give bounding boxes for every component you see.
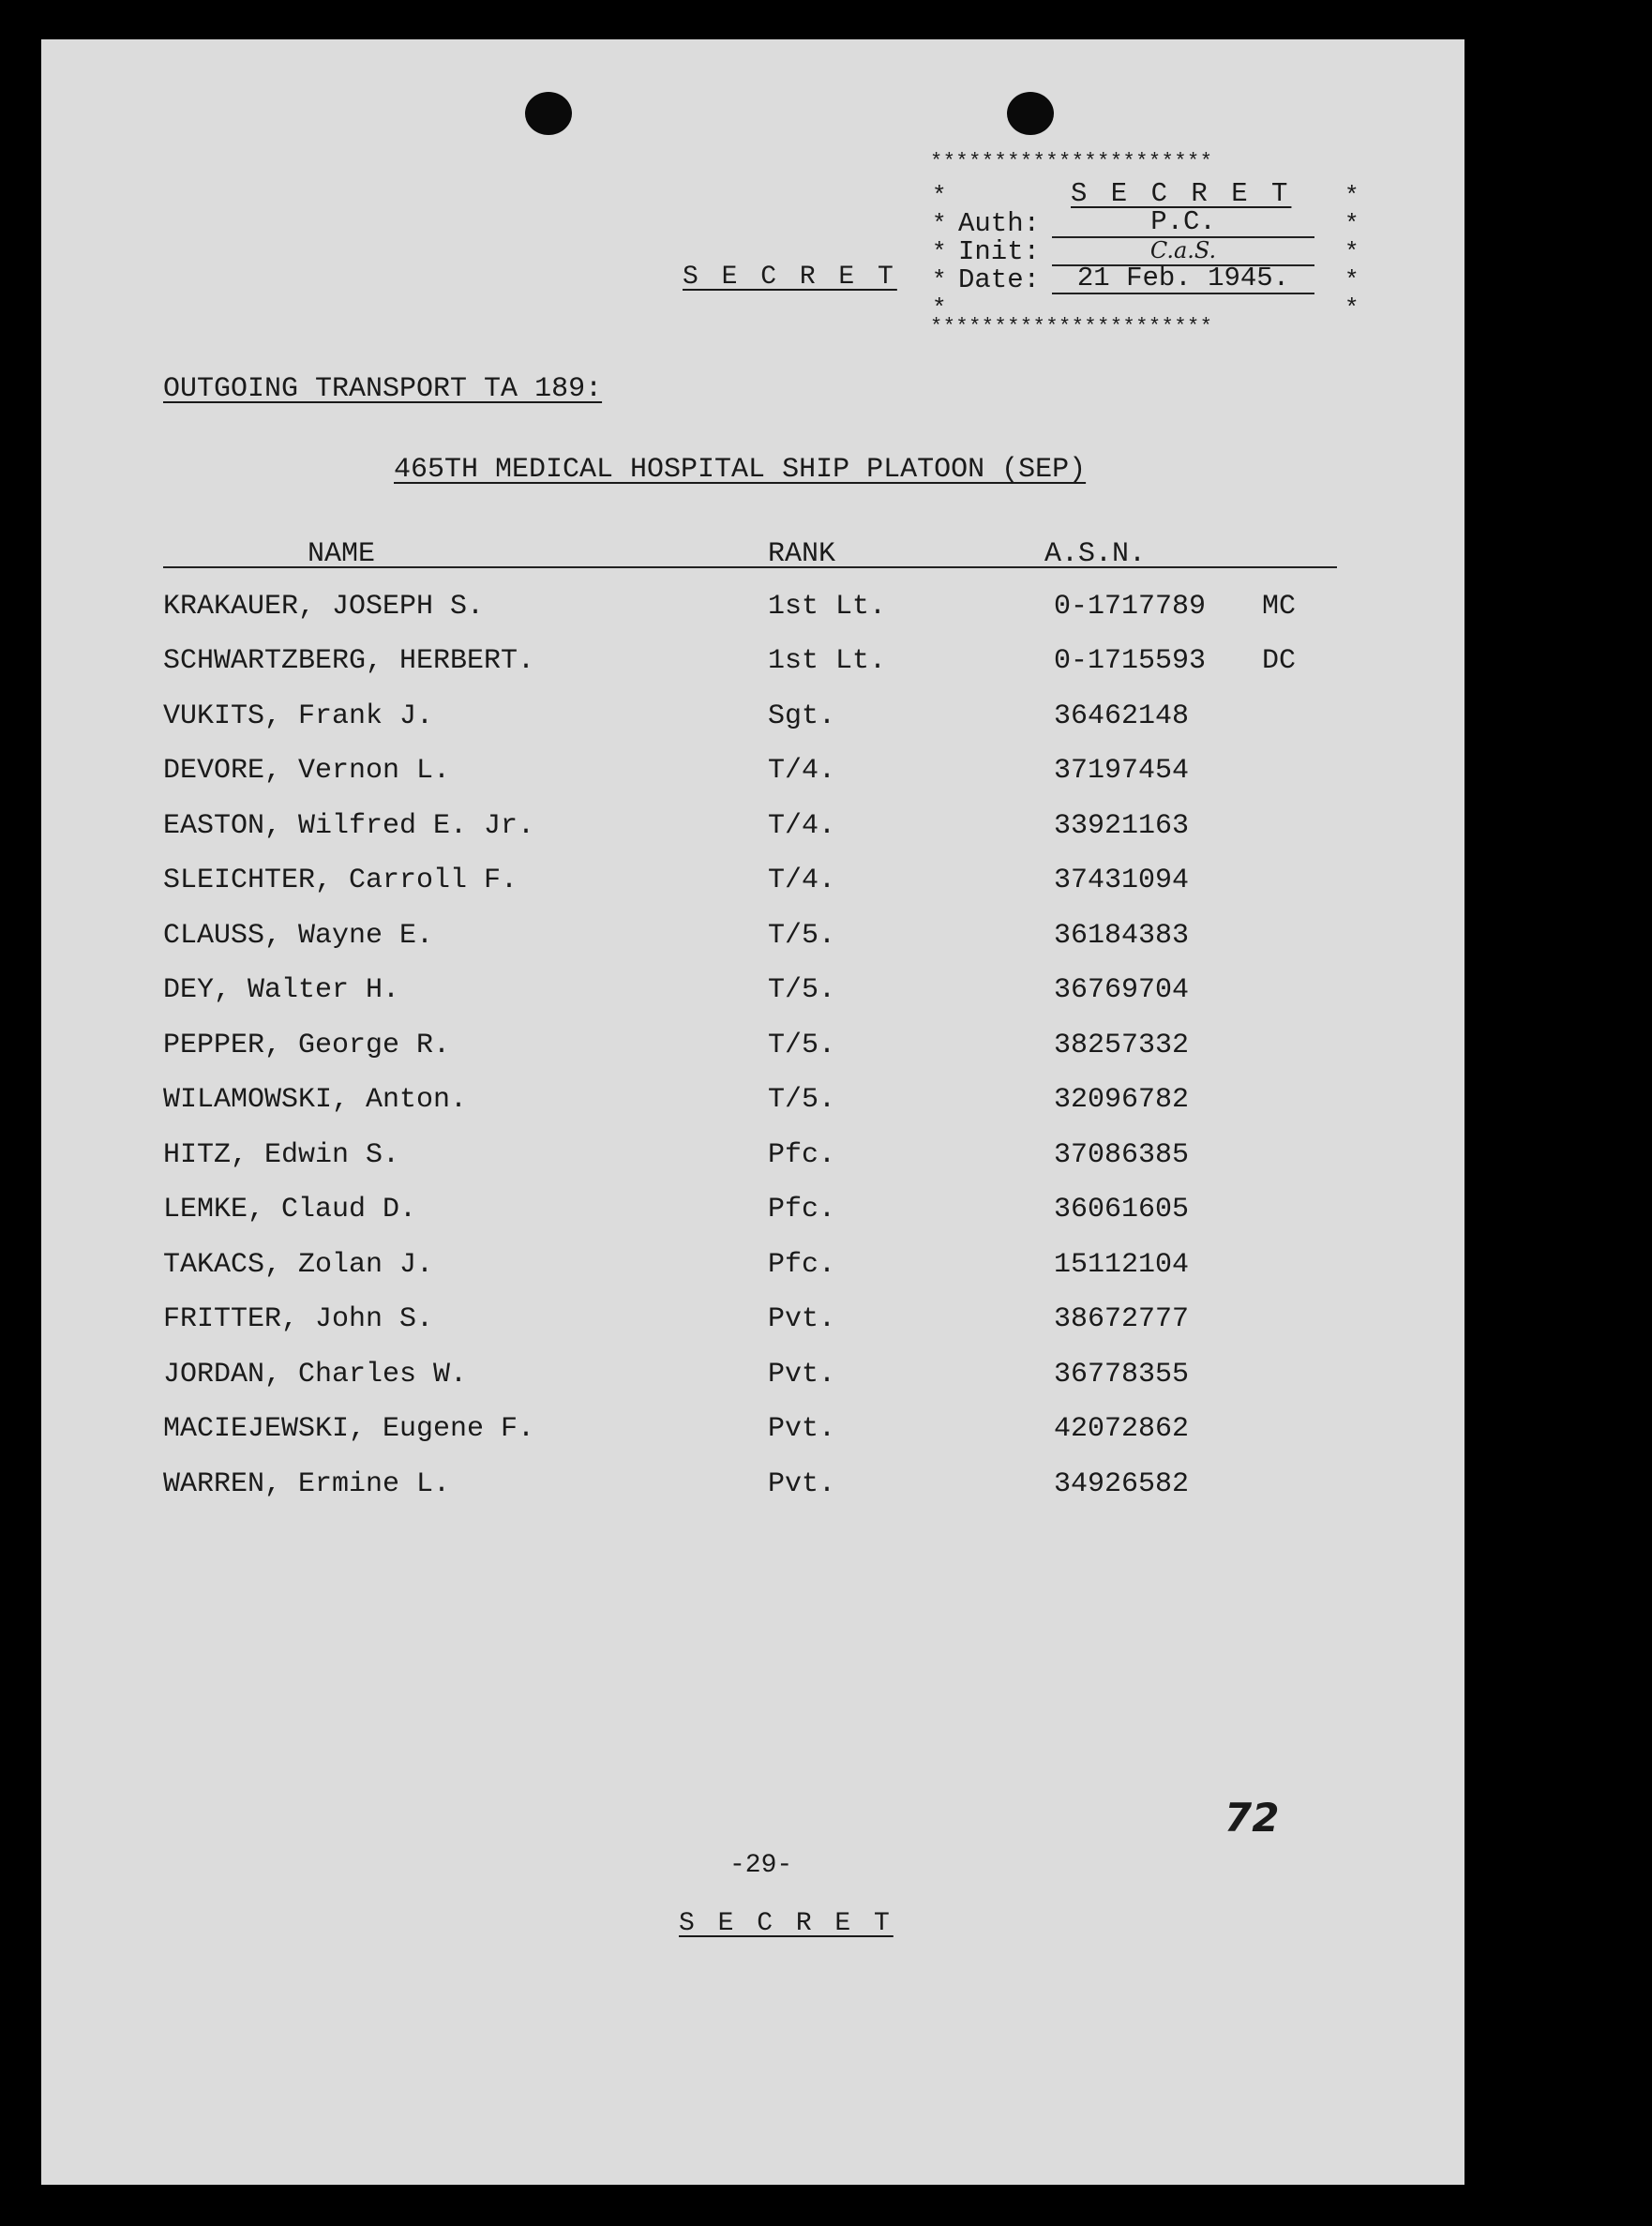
- cell-asn: 36769704: [1054, 974, 1190, 1006]
- punch-hole: [1007, 92, 1054, 135]
- table-row: [41, 974, 1464, 1012]
- cell-asn: 32096782: [1054, 1084, 1190, 1116]
- stamp-init-label: Init:: [958, 236, 1041, 267]
- cell-rank: T/5.: [768, 1084, 836, 1116]
- table-row: [41, 1468, 1464, 1506]
- stamp-date-label: Date:: [958, 264, 1041, 295]
- cell-asn: 15112104: [1054, 1249, 1190, 1281]
- cell-asn: 33921163: [1054, 810, 1190, 842]
- cell-asn: 36061605: [1054, 1194, 1190, 1226]
- cell-asn: 37431094: [1054, 865, 1190, 896]
- cell-asn: 36462148: [1054, 700, 1190, 732]
- transport-title: OUTGOING TRANSPORT TA 189:: [163, 373, 603, 405]
- cell-rank: Sgt.: [768, 700, 836, 732]
- cell-rank: Pvt.: [768, 1468, 836, 1500]
- cell-name: FRITTER, John S.: [163, 1303, 434, 1335]
- column-header-name: NAME: [308, 538, 376, 570]
- table-row: [41, 920, 1464, 957]
- unit-title: 465TH MEDICAL HOSPITAL SHIP PLATOON (SEP): [394, 454, 1087, 486]
- cell-asn: 42072862: [1054, 1413, 1190, 1445]
- stamp-init-value: C.a.S.: [1052, 236, 1314, 266]
- cell-rank: Pvt.: [768, 1303, 836, 1335]
- cell-asn: 37086385: [1054, 1139, 1190, 1171]
- table-row: [41, 645, 1464, 683]
- cell-asn: 37197454: [1054, 755, 1190, 787]
- table-row: [41, 865, 1464, 902]
- stamp-date-value: 21 Feb. 1945.: [1052, 264, 1314, 294]
- cell-rank: T/5.: [768, 1030, 836, 1061]
- cell-name: DEVORE, Vernon L.: [163, 755, 451, 787]
- table-row: [41, 1303, 1464, 1341]
- cell-rank: Pvt.: [768, 1413, 836, 1445]
- table-row: [41, 1413, 1464, 1451]
- cell-note: MC: [1262, 591, 1297, 623]
- cell-name: SCHWARTZBERG, HERBERT.: [163, 645, 535, 677]
- cell-asn: 38672777: [1054, 1303, 1190, 1335]
- stamp-border-right: * * * * *: [1344, 182, 1359, 323]
- cell-asn: 36778355: [1054, 1359, 1190, 1391]
- cell-rank: Pvt.: [768, 1359, 836, 1391]
- cell-rank: T/4.: [768, 865, 836, 896]
- cell-name: LEMKE, Claud D.: [163, 1194, 417, 1226]
- table-row: [41, 591, 1464, 628]
- cell-name: VUKITS, Frank J.: [163, 700, 434, 732]
- cell-name: WARREN, Ermine L.: [163, 1468, 451, 1500]
- cell-name: SLEICHTER, Carroll F.: [163, 865, 518, 896]
- cell-name: EASTON, Wilfred E. Jr.: [163, 810, 535, 842]
- cell-rank: T/4.: [768, 810, 836, 842]
- cell-name: DEY, Walter H.: [163, 974, 400, 1006]
- cell-name: WILAMOWSKI, Anton.: [163, 1084, 468, 1116]
- table-row: [41, 1359, 1464, 1396]
- cell-name: MACIEJEWSKI, Eugene F.: [163, 1413, 535, 1445]
- stamp-border-top: **********************: [930, 150, 1213, 173]
- classification-stamp: [930, 150, 1361, 338]
- stamp-auth-label: Auth:: [958, 208, 1041, 239]
- table-row: [41, 755, 1464, 792]
- cell-rank: T/5.: [768, 920, 836, 952]
- table-row: [41, 1194, 1464, 1231]
- stamp-border-bottom: **********************: [930, 315, 1213, 338]
- cell-asn: 36184383: [1054, 920, 1190, 952]
- document-page: [41, 39, 1464, 2185]
- cell-rank: Pfc.: [768, 1194, 836, 1226]
- cell-asn: 0-1717789: [1054, 591, 1207, 623]
- cell-name: CLAUSS, Wayne E.: [163, 920, 434, 952]
- stamped-page-number: 72: [1224, 1795, 1280, 1841]
- table-row: [41, 1030, 1464, 1067]
- table-row: [41, 1139, 1464, 1177]
- cell-name: KRAKAUER, JOSEPH S.: [163, 591, 485, 623]
- column-header-asn: A.S.N.: [1044, 538, 1147, 570]
- punch-hole: [525, 92, 572, 135]
- cell-note: DC: [1262, 645, 1297, 677]
- cell-rank: T/4.: [768, 755, 836, 787]
- cell-asn: 34926582: [1054, 1468, 1190, 1500]
- page-number: -29-: [729, 1851, 793, 1880]
- cell-name: HITZ, Edwin S.: [163, 1139, 400, 1171]
- cell-name: JORDAN, Charles W.: [163, 1359, 468, 1391]
- cell-asn: 0-1715593: [1054, 645, 1207, 677]
- cell-rank: T/5.: [768, 974, 836, 1006]
- cell-name: TAKACS, Zolan J.: [163, 1249, 434, 1281]
- header-rule: [163, 566, 1337, 568]
- footer-secret: S E C R E T: [679, 1909, 894, 1938]
- stamp-title: S E C R E T: [1071, 178, 1292, 209]
- stamp-border-left: * * * * *: [932, 182, 947, 323]
- cell-rank: Pfc.: [768, 1139, 836, 1171]
- table-row: [41, 810, 1464, 848]
- stamp-auth-value: P.C.: [1052, 208, 1314, 238]
- cell-rank: 1st Lt.: [768, 591, 887, 623]
- table-row: [41, 1084, 1464, 1121]
- header-secret: S E C R E T: [683, 263, 897, 292]
- cell-asn: 38257332: [1054, 1030, 1190, 1061]
- cell-name: PEPPER, George R.: [163, 1030, 451, 1061]
- cell-rank: 1st Lt.: [768, 645, 887, 677]
- table-row: [41, 700, 1464, 738]
- table-row: [41, 1249, 1464, 1286]
- column-header-rank: RANK: [768, 538, 836, 570]
- cell-rank: Pfc.: [768, 1249, 836, 1281]
